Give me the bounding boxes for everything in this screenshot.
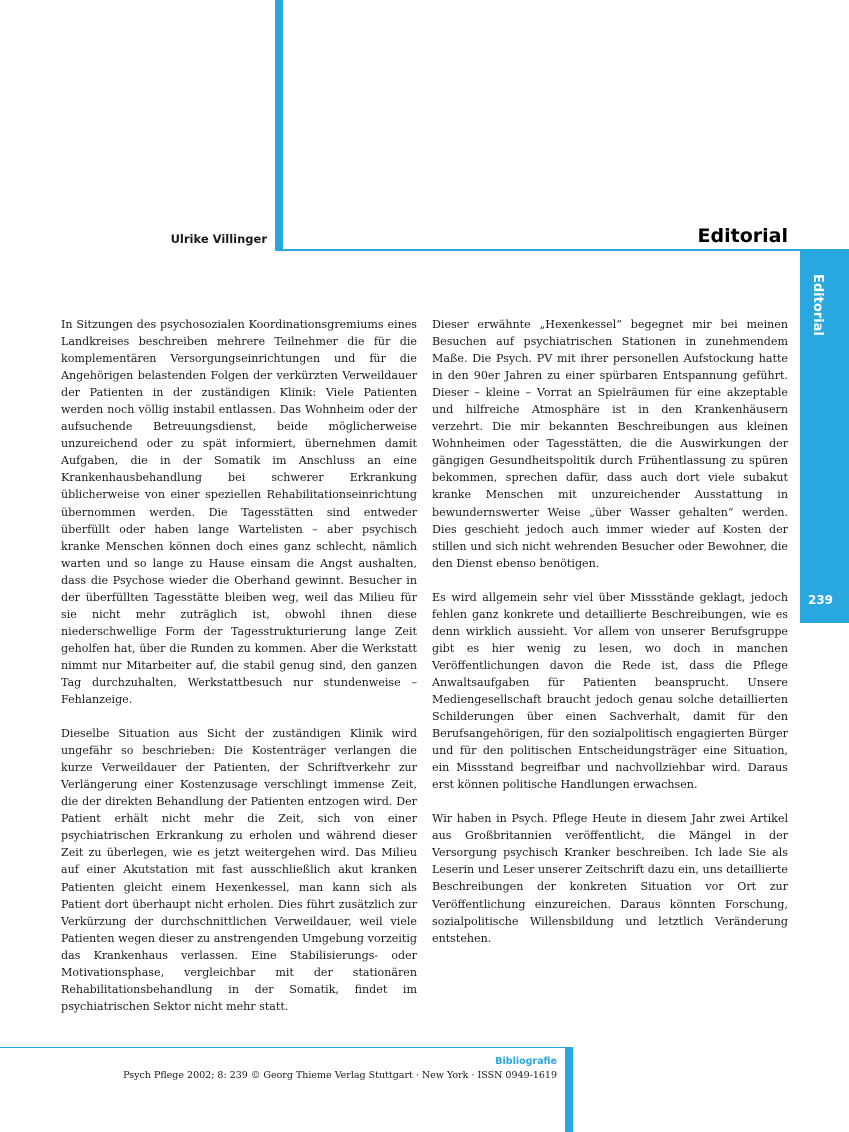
paragraph: Es wird allgemein sehr viel über Missstände geklagt, jedoch fehlen ganz konkrete und detaillierte Beschreibungen, wie es denn wirklich aussieht. Vor allem von unserer Berufsgruppe gibt es hier wenig zu lesen, wo doch in manchen Veröffentlichungen davon die Rede ist, dass die Pflege Anwaltsaufgaben für Patienten beansprucht. Unsere Mediengesellschaft braucht jedoch genau solche detaillierten Schilderungen über einen Sachverhalt, damit für den Berufsangehörigen, für den sozialpolitisch engagierten Bürger und für den politischen Entscheidungsträger eine Situation, ein Missstand begreifbar und nachvollziehbar wird. Daraus erst können politische Handlungen erwachsen. — [432, 590, 788, 792]
bibliography-citation: Psych Pflege 2002; 8: 239 © Georg Thieme Verlag Stuttgart · New York · ISSN 0949-1619 — [123, 1070, 557, 1081]
paragraph: Dieselbe Situation aus Sicht der zuständigen Klinik wird ungefähr so beschrieben: Die Kostenträger verlangen die kurze Verweildauer der Patienten, der Schriftverkehr zur Verlängerung einer Kostenzusage verschlingt immense Zeit, die der direkten Behandlung der Patienten entzogen wird. Der Patient erhält nicht mehr die Zeit, sich von einer psychiatrischen Erkrankung zu erholen und während dieser Zeit zu überlegen, wie es jetzt weitergehen wird. Das Milieu auf einer Akutstation mit fast ausschließlich akut kranken Patienten gleicht einem Hexenkessel, man kann sich als Patient dort überhaupt nicht erholen. Dies führt zusätzlich zur Verkürzung der durchschnittlichen Verweildauer, weil viele Patienten wegen dieser zu anstrengenden Umgebung vorzeitig das Krankenhaus verlassen. Eine Stabilisierungs- oder Motivationsphase, vergleichbar mit der stationären Rehabilitationsbehandlung in der Somatik, findet im psychiatrischen Sektor nicht mehr statt. — [61, 727, 417, 1013]
footer-rule — [0, 1047, 572, 1048]
page-number: 239 — [807, 593, 834, 607]
paragraph: Dieser erwähnte „Hexenkessel“ begegnet mir bei meinen Besuchen auf psychiatrischen Stationen in zunehmendem Maße. Die Psych. PV mit ihrer personellen Aufstockung hatte in den 90er Jahren zu einer spürbaren Entspannung geführt. Dieser – kleine – Vorrat an Spielräumen für eine akzeptable und hilfreiche Atmosphäre ist in den Krankenhäusern verzehrt. Die mir bekannten Beschreibungen aus kleinen Wohnheimen oder Tagesstätten, die die Auswirkungen der gängigen Gesundheitspolitik durch Frühentlassung zu spüren bekommen, sprechen dafür, dass auch dort viele subakut kranke Menschen mit unzureichender Ausstattung in bewundernswerter Weise „über Wasser gehalten“ werden. Dies geschieht jedoch auch immer wieder auf Kosten der stillen und sich nicht wehrenden Besucher oder Bewohner, die den Dienst ebenso benötigen. — [432, 318, 788, 570]
top-accent-bar — [275, 0, 283, 251]
paragraph: Wir haben in Psych. Pflege Heute in diesem Jahr zwei Artikel aus Großbritannien veröffentlicht, die Mängel in der Versorgung psychisch Kranker beschreiben. Ich lade Sie als Leserin und Leser unserer Zeitschrift dazu ein, uns detaillierte Beschreibungen der konkreten Situation vor Ort zur Veröffentlichung einzureichen. Daraus könnten Forschung, sozialpolitische Willensbildung und letztlich Veränderung entstehen. — [432, 812, 788, 945]
section-title: Editorial — [697, 225, 788, 247]
text-column-left — [61, 316, 417, 1032]
side-tab-label: Editorial — [810, 274, 825, 336]
bibliography-label: Bibliografie — [495, 1056, 557, 1067]
text-column-right — [432, 316, 788, 964]
header-rule — [275, 249, 849, 251]
author-name: Ulrike Villinger — [170, 232, 267, 246]
footer-accent-bar — [565, 1047, 573, 1132]
paragraph: In Sitzungen des psychosozialen Koordinationsgremiums eines Landkreises beschreiben mehrere Teilnehmer die für die komplementären Versorgungseinrichtungen und für die Angehörigen belastenden Folgen der verkürzten Verweildauer der Patienten in der zuständigen Klinik: Viele Patienten werden noch völlig instabil entlassen. Das Wohnheim oder der aufsuchende Betreuungsdienst, beide möglicherweise unzureichend oder zu spät informiert, übernehmen damit Aufgaben, die in der Somatik im Anschluss an eine Krankenhausbehandlung bei schwerer Erkrankung üblicherweise von einer speziellen Rehabilitationseinrichtung übernommen werden. Die Tagesstätten sind entweder überfüllt oder haben lange Wartelisten – aber psychisch kranke Menschen können doch eines ganz schlecht, nämlich warten und so lange zu Hause einsam die Angst aushalten, dass die Psychose wieder die Oberhand gewinnt. Besucher in der überfüllten Tagesstätte bleiben weg, weil das Milieu für sie nicht mehr zuträglich ist, obwohl ihnen diese niederschwellige Form der Tagesstrukturierung lange Zeit geholfen hat, über die Runden zu kommen. Aber die Werkstatt nimmt nur Mitarbeiter auf, die stabil genug sind, den ganzen Tag durchzuhalten, Werkstattbesuch nur stundenweise – Fehlanzeige. — [61, 318, 417, 707]
